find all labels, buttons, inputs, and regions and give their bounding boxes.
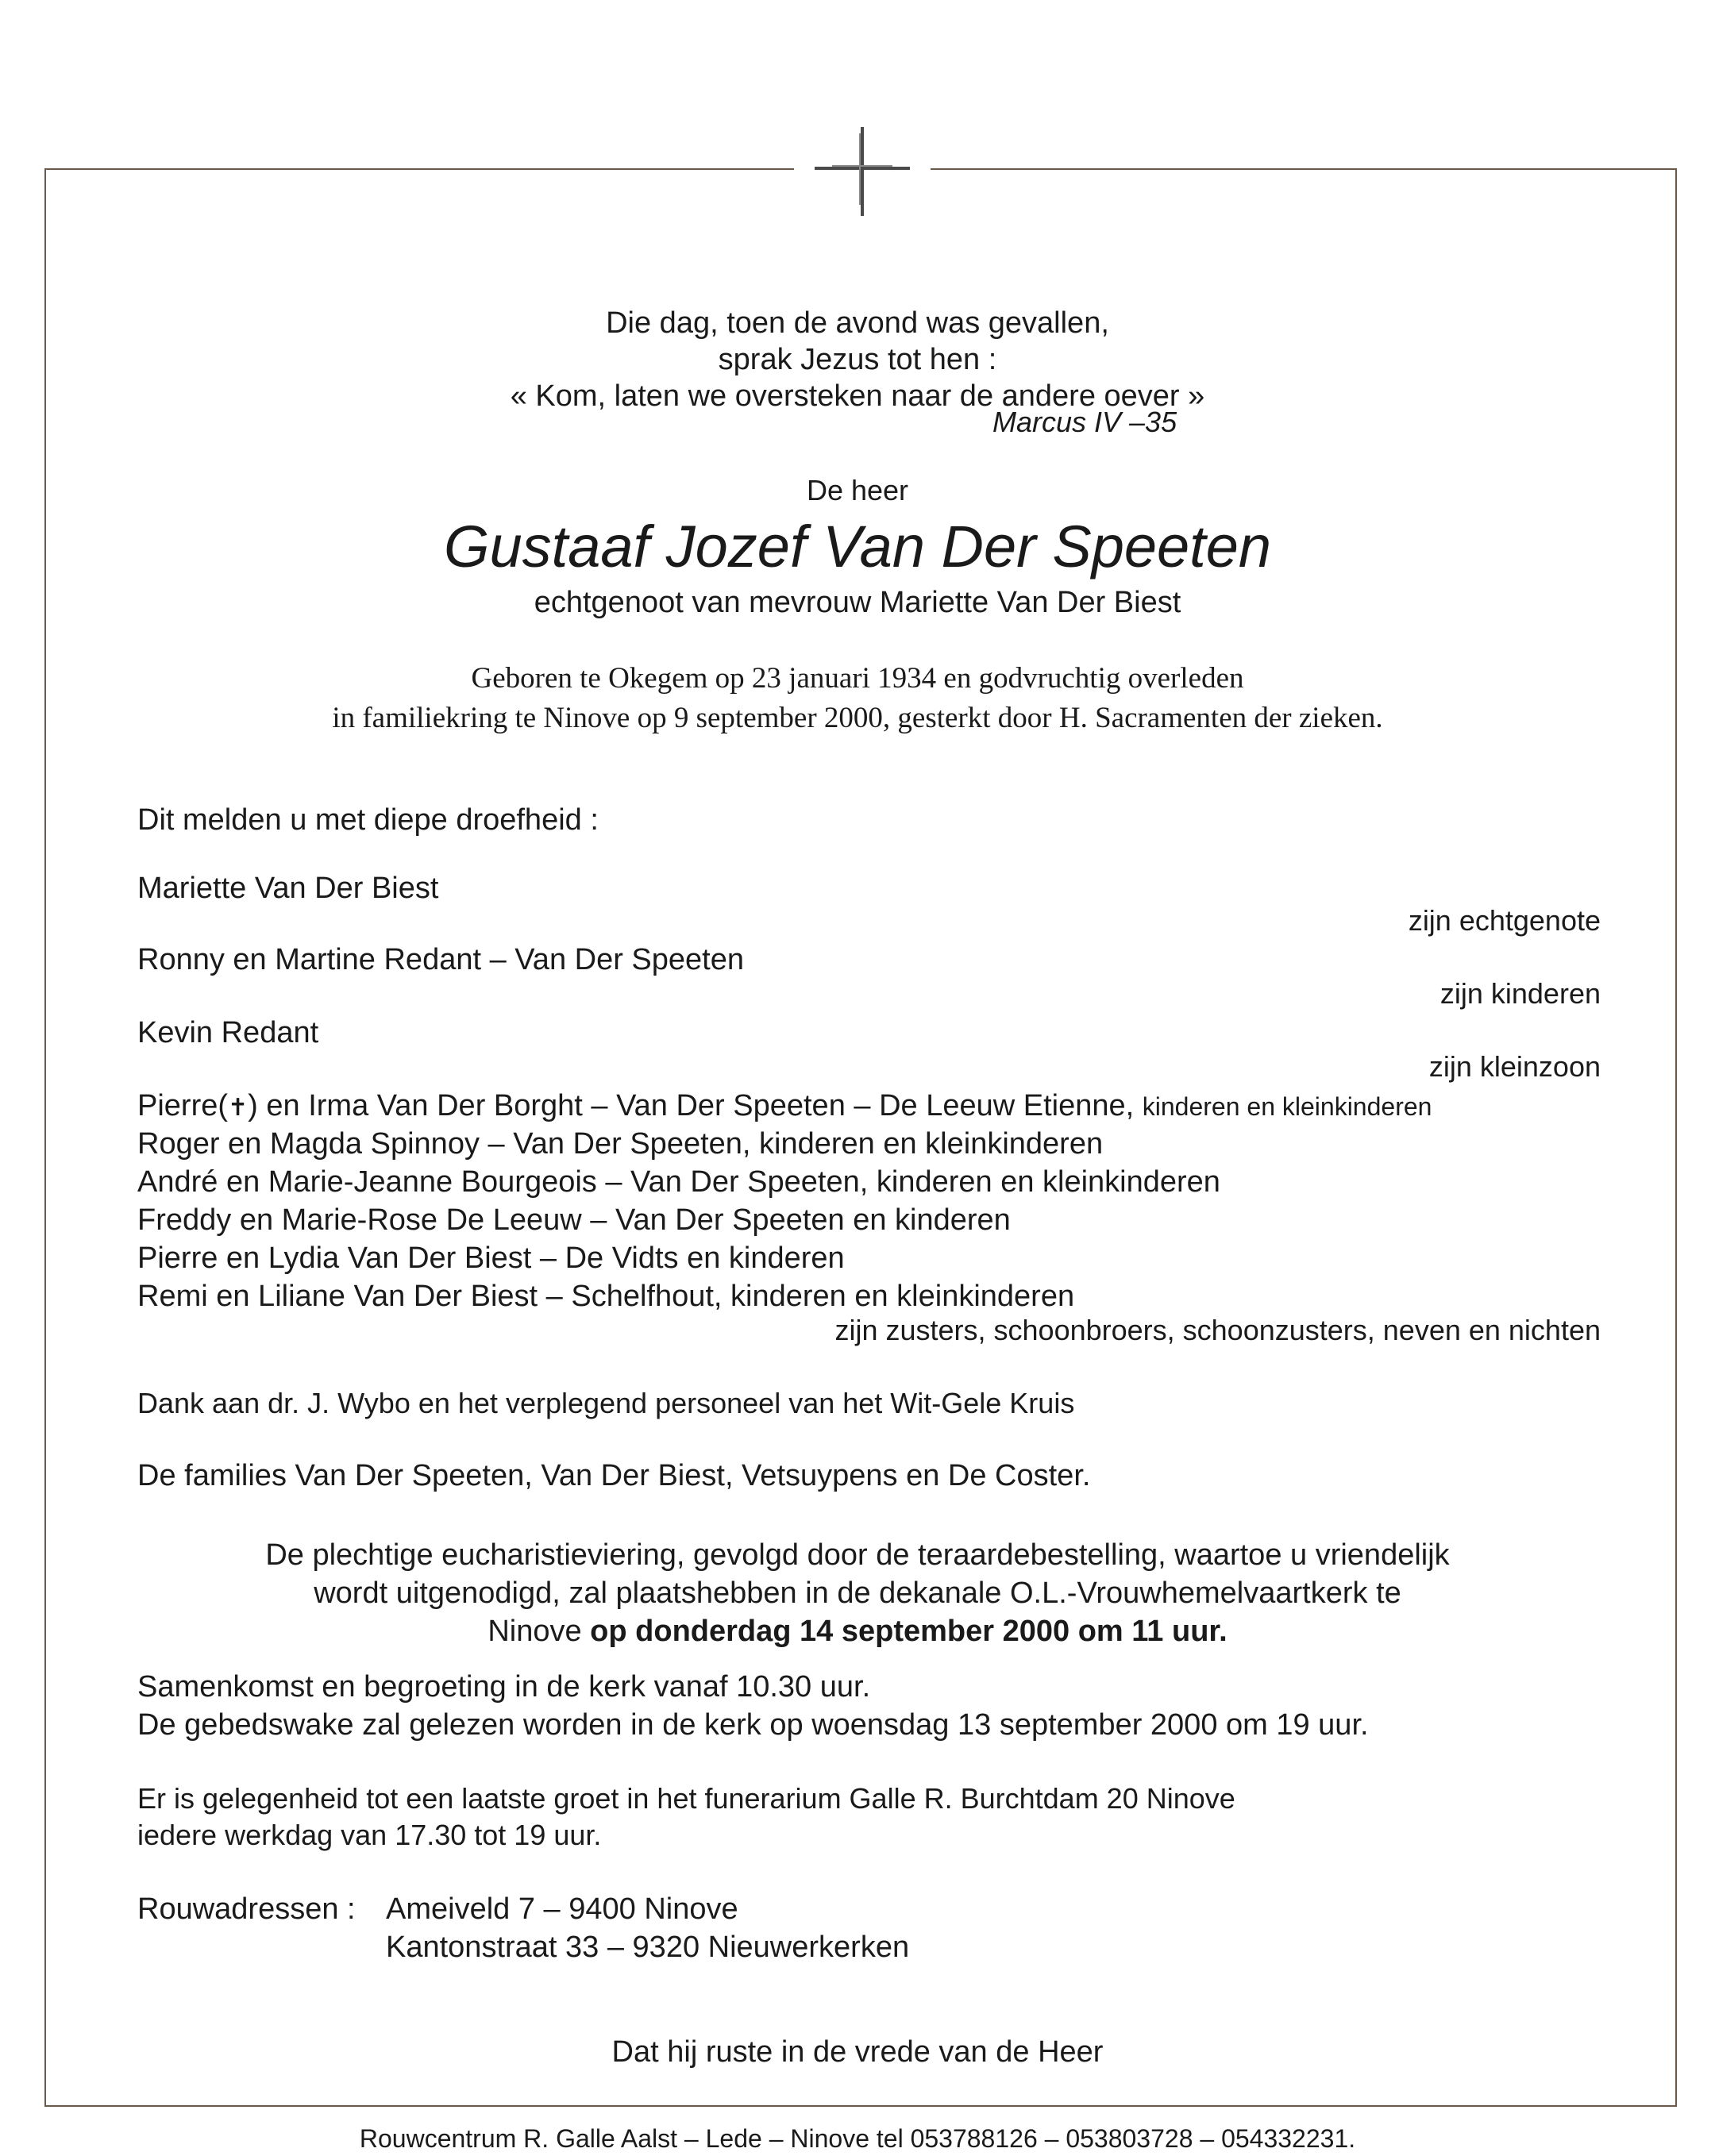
farewell-line-1: Er is gelegenheid tot een laatste groet in het funerarium Galle R. Burchtdam 20 Ninove xyxy=(137,1782,1235,1815)
birth-line: Geboren te Okegem op 23 januari 1934 en godvruchtig overleden xyxy=(471,662,1244,695)
address-2: Kantonstraat 33 – 9320 Nieuwerkerken xyxy=(386,1931,910,1964)
family-siblings-role: zijn zusters, schoonbroers, schoonzusters, neven en nichten xyxy=(834,1314,1601,1346)
title: De heer xyxy=(806,474,909,506)
ceremony-line-2: wordt uitgenodigd, zal plaatshebben in de dekanale O.L.-Vrouwhemelvaartkerk te xyxy=(314,1577,1401,1610)
spouse-line: echtgenoot van mevrouw Mariette Van Der Biest xyxy=(534,586,1181,619)
addresses-label: Rouwadressen : xyxy=(137,1892,356,1926)
closing: Dat hij ruste in de vrede van de Heer xyxy=(611,2035,1104,2069)
family-siblings-6: Remi en Liliane Van Der Biest – Schelfhout, kinderen en kleinkinderen xyxy=(137,1280,1075,1313)
family-siblings-4: Freddy en Marie-Rose De Leeuw – Van Der Speeten en kinderen xyxy=(137,1203,1011,1237)
siblings-1-rest: ) en Irma Van Der Borght – Van Der Speeten – De Leeuw Etienne, xyxy=(248,1089,1135,1122)
ceremony-place: Ninove xyxy=(488,1615,582,1648)
footer: Rouwcentrum R. Galle Aalst – Lede – Ninove tel 053788126 – 053803728 – 054332231. xyxy=(359,2124,1356,2153)
quote-reference: Marcus IV –35 xyxy=(992,406,1177,438)
siblings-1-suffix: kinderen en kleinkinderen xyxy=(1142,1092,1432,1121)
families: De families Van Der Speeten, Van Der Biest, Vetsuypens en De Coster. xyxy=(137,1459,1091,1492)
ceremony-date: op donderdag 14 september 2000 om 11 uur. xyxy=(590,1615,1227,1648)
family-siblings-3: André en Marie-Jeanne Bourgeois – Van Der Speeten, kinderen en kleinkinderen xyxy=(137,1165,1220,1199)
family-spouse-role: zijn echtgenote xyxy=(1408,904,1601,937)
family-grandchild-role: zijn kleinzoon xyxy=(1428,1050,1601,1083)
family-siblings-1 xyxy=(137,1091,1432,1121)
siblings-1-main: Pierre( xyxy=(137,1089,229,1122)
family-spouse: Mariette Van Der Biest xyxy=(137,872,439,905)
family-siblings-2: Roger en Magda Spinnoy – Van Der Speeten, kinderen en kleinkinderen xyxy=(137,1127,1104,1161)
ceremony-line-1: De plechtige eucharistieviering, gevolgd door de teraardebestelling, waartoe u vriendelijk xyxy=(265,1538,1450,1572)
family-grandchild: Kevin Redant xyxy=(137,1016,319,1049)
gathering: Samenkomst en begroeting in de kerk vanaf 10.30 uur. xyxy=(137,1670,871,1704)
farewell-line-2: iedere werkdag van 17.30 tot 19 uur. xyxy=(137,1819,602,1851)
thanks: Dank aan dr. J. Wybo en het verplegend personeel van het Wit-Gele Kruis xyxy=(137,1387,1075,1419)
quote-line-3: « Kom, laten we oversteken naar de andere oever » xyxy=(510,379,1205,413)
announcement-intro: Dit melden u met diepe droefheid : xyxy=(137,803,599,837)
death-line: in familiekring te Ninove op 9 september 2000, gesterkt door H. Sacramenten der zieken. xyxy=(332,702,1383,734)
quote-line-1: Die dag, toen de avond was gevallen, xyxy=(606,306,1109,340)
ceremony-line-3 xyxy=(0,1616,1715,1646)
cross-icon xyxy=(808,125,916,218)
family-children-role: zijn kinderen xyxy=(1439,977,1601,1010)
address-1: Ameiveld 7 – 9400 Ninove xyxy=(386,1892,738,1926)
vigil: De gebedswake zal gelezen worden in de kerk op woensdag 13 september 2000 om 19 uur. xyxy=(137,1708,1369,1742)
small-cross-icon: ✝ xyxy=(228,1095,249,1121)
family-children: Ronny en Martine Redant – Van Der Speeten xyxy=(137,943,744,976)
quote-line-2: sprak Jezus tot hen : xyxy=(718,343,997,376)
family-siblings-5: Pierre en Lydia Van Der Biest – De Vidts en kinderen xyxy=(137,1242,845,1275)
deceased-name: Gustaaf Jozef Van Der Speeten xyxy=(443,514,1272,579)
